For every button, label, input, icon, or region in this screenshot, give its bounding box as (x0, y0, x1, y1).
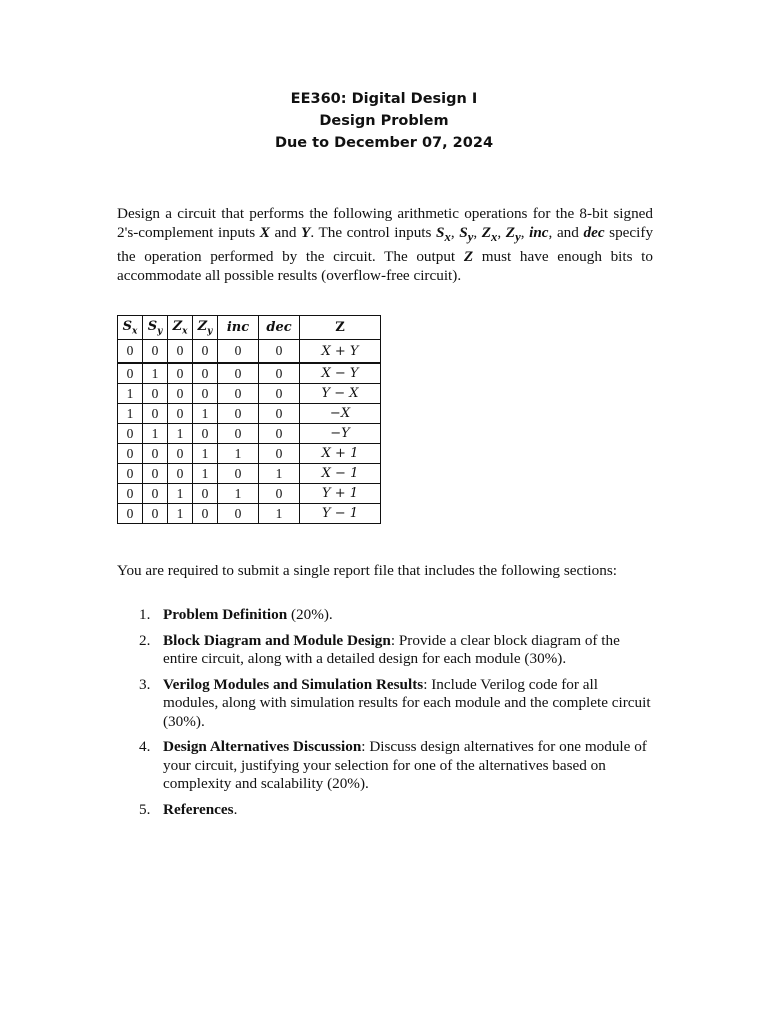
table-cell-operation: −X (300, 404, 381, 424)
table-cell: 1 (118, 404, 143, 424)
table-cell: 0 (168, 404, 193, 424)
table-cell: 0 (118, 424, 143, 444)
table-cell-operation: X + 1 (300, 444, 381, 464)
header-z: Z (300, 316, 381, 340)
table-row (118, 484, 381, 504)
list-number: 5. (139, 800, 151, 818)
section-title: Block Diagram and Module Design (163, 631, 391, 649)
table-cell-operation: Y + 1 (300, 484, 381, 504)
table-cell: 0 (118, 504, 143, 524)
table-cell: 0 (118, 484, 143, 504)
table-row (118, 384, 381, 404)
table-cell: 0 (168, 340, 193, 364)
list-number: 4. (139, 738, 151, 755)
table-cell: 0 (259, 424, 300, 444)
table-cell-operation: −Y (300, 424, 381, 444)
section-description: : Provide a clear block diagram of the entire circuit, along with a detailed design for each module (30%). (163, 631, 620, 667)
list-number: 2. (139, 631, 151, 649)
table-cell: 0 (143, 484, 168, 504)
ctrl-dec: dec (583, 224, 605, 241)
table-cell: 0 (218, 464, 259, 484)
assignment-title: Design Problem (319, 113, 449, 129)
header-dec: dec (259, 316, 300, 340)
table-cell: 1 (193, 464, 218, 484)
table-cell: 0 (218, 424, 259, 444)
section-description: : Discuss design alternatives for one module of your circuit, justifying your selection for one of the alternatives based on complexity and scalability (20%). (163, 738, 647, 792)
report-sections-list (117, 606, 653, 826)
table-cell: 1 (218, 444, 259, 464)
var-y: Y (301, 224, 311, 241)
table-cell: 1 (259, 504, 300, 524)
operation-table (117, 315, 381, 524)
table-cell: 0 (143, 464, 168, 484)
table-cell: 1 (259, 464, 300, 484)
table-cell: 0 (143, 504, 168, 524)
table-row (118, 444, 381, 464)
table-row (118, 504, 381, 524)
document-header (0, 88, 768, 154)
table-cell: 0 (118, 340, 143, 364)
table-cell: 0 (193, 363, 218, 384)
table-cell: 0 (218, 384, 259, 404)
section-description: : Include Verilog code for all modules, along with simulation results for each module and the complete circuit (30%). (163, 675, 651, 730)
ctrl-inc: inc (529, 224, 549, 241)
table-cell: 1 (168, 424, 193, 444)
table-row (118, 464, 381, 484)
table-cell: 0 (143, 340, 168, 364)
table-cell: 0 (259, 340, 300, 364)
table-cell-operation: X − Y (300, 363, 381, 384)
table-cell: 0 (259, 484, 300, 504)
table-cell: 0 (193, 504, 218, 524)
var-z: Z (463, 248, 474, 266)
table-cell: 0 (193, 384, 218, 404)
table-cell: 1 (193, 444, 218, 464)
table-row (118, 424, 381, 444)
header-zx: $Z_x$ (168, 316, 193, 340)
problem-description: Design a circuit that performs the following arithmetic operations for the 8-bit signed 2's-complement inputs X and Y. The control inputs $S_x$, $S_y$, $Z_x$, $Z_y$, inc, and dec specify the operation performed by the circuit. The output Z must have enough bits to accommodate all possible results (overflow-free circuit). (117, 205, 654, 285)
due-date: Due to December 07, 2024 (274, 135, 494, 151)
table-cell: 0 (193, 424, 218, 444)
table-cell: 0 (259, 363, 300, 384)
var-x: X (259, 224, 270, 241)
ctrl-zy: $Z_y$ (505, 224, 521, 245)
header-inc: inc (218, 316, 259, 340)
table-cell: 0 (168, 384, 193, 404)
table-cell: 0 (218, 363, 259, 384)
table-cell: 0 (118, 464, 143, 484)
table-cell: 1 (168, 484, 193, 504)
section-title: References (163, 800, 234, 818)
section-title: Verilog Modules and Simulation Results (163, 675, 424, 693)
section-description: . (233, 800, 238, 818)
table-cell: 0 (193, 340, 218, 364)
table-cell-operation: Y − X (300, 384, 381, 404)
table-cell: 0 (143, 384, 168, 404)
table-cell: 1 (143, 424, 168, 444)
table-cell: 0 (259, 384, 300, 404)
section-description: (20%). (287, 606, 333, 623)
table-cell: 1 (193, 404, 218, 424)
table-cell: 1 (218, 484, 259, 504)
list-item (117, 606, 653, 625)
section-title: Design Alternatives Discussion (163, 738, 362, 755)
table-cell: 0 (143, 444, 168, 464)
table-row (118, 404, 381, 424)
list-item (117, 632, 653, 669)
ctrl-sy: $S_y$ (459, 224, 474, 245)
table-cell: 0 (259, 404, 300, 424)
table-body (118, 340, 381, 524)
header-sy: $S_y$ (143, 316, 168, 340)
table-cell: 0 (168, 363, 193, 384)
table-cell: 0 (168, 464, 193, 484)
course-title: EE360: Digital Design I (290, 91, 478, 107)
ctrl-sx: $S_x$ (436, 224, 451, 245)
table-cell-operation: X − 1 (300, 464, 381, 484)
list-item (117, 801, 653, 820)
table-cell: 0 (218, 504, 259, 524)
ctrl-zx: $Z_x$ (481, 224, 498, 245)
list-number: 3. (139, 675, 151, 693)
list-item (117, 676, 653, 732)
table-cell: 0 (118, 444, 143, 464)
table-row (118, 363, 381, 384)
table-cell: 0 (143, 404, 168, 424)
requirements-intro: You are required to submit a single report file that includes the following sections: (117, 562, 617, 579)
list-item (117, 738, 653, 794)
section-title: Problem Definition (163, 606, 288, 623)
table-cell: 1 (168, 504, 193, 524)
table-cell: 0 (193, 484, 218, 504)
table-cell: 0 (218, 340, 259, 364)
table-cell: 1 (118, 384, 143, 404)
table-cell: 0 (218, 404, 259, 424)
list-number: 1. (139, 606, 151, 623)
header-zy: $Z_y$ (193, 316, 218, 340)
table-row (118, 340, 381, 364)
header-sx: $S_x$ (118, 316, 143, 340)
table-header-row (118, 316, 381, 340)
table-cell: 0 (118, 363, 143, 384)
table-cell-operation: Y − 1 (300, 504, 381, 524)
table-cell: 0 (259, 444, 300, 464)
table-cell-operation: X + Y (300, 340, 381, 364)
table-cell: 0 (168, 444, 193, 464)
table-cell: 1 (143, 363, 168, 384)
